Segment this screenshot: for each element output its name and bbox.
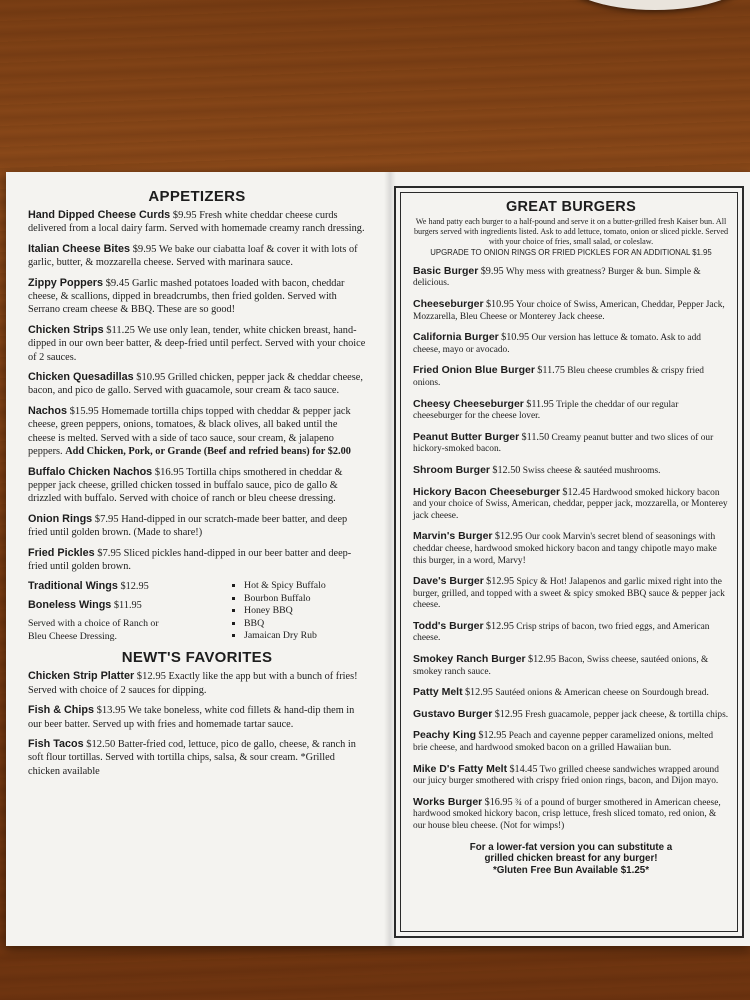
item-name: Chicken Strips (28, 323, 104, 336)
item-description: Exactly like the app but with a bunch of fries! Served with choice of 2 sauces for dipping. (28, 671, 358, 696)
item-name: Fried Onion Blue Burger (413, 364, 535, 377)
item-description: Peach and cayenne pepper caramelized onions, melted brie cheese, and hardwood smoked bacon on a grilled Hawaiian bun. (413, 731, 714, 754)
burgers-page (400, 192, 738, 932)
item-price: $12.50 (86, 738, 116, 750)
item-name: Chicken Strip Platter (28, 670, 135, 683)
item-price: $12.50 (492, 464, 521, 476)
item-price: $11.75 (537, 365, 565, 377)
boneless-wings-price: $11.95 (113, 600, 142, 612)
item-price: $12.95 (136, 671, 166, 683)
item-description: Crisp strips of bacon, two fried eggs, and American cheese. (413, 621, 710, 644)
item-price: $10.95 (485, 299, 514, 310)
item-description: Two grilled cheese sandwiches wrapped around our juicy burger smothered with crispy fried onion rings, bacon, and Dijon mayo. (413, 764, 719, 787)
item-price: $9.95 (172, 210, 197, 221)
wing-sauce-list (228, 580, 326, 643)
item-description: Bleu cheese crumbles & crispy fried onions. (413, 366, 704, 388)
burger-item (413, 299, 729, 323)
appetizer-item (28, 466, 366, 506)
plate-edge (560, 0, 750, 10)
burger-item (413, 465, 729, 478)
appetizer-item (28, 243, 366, 270)
item-description: Homemade tortilla chips topped with cheddar & pepper jack cheese, green peppers, onions, tomatoes, & black olives, all baked until the cheese is melted. Served with a side of taco sauce, sour cream, & jalapeno peppers. (28, 405, 351, 458)
burger-item (413, 709, 729, 722)
footer-line-3: *Gluten Free Bun Available $1.25* (492, 865, 650, 877)
favorite-item (28, 738, 366, 778)
favorites-title: NEWT'S FAVORITES (121, 649, 273, 667)
boneless-wings (28, 599, 228, 612)
burgers-footer (413, 842, 729, 877)
appetizer-item (28, 209, 366, 236)
item-price: $12.95 (486, 576, 515, 588)
item-description: Hardwood smoked hickory bacon and your choice of Swiss, American, cheddar, pepper jack, mozzarella, or Monterey jack cheese. (413, 487, 728, 521)
item-name: Dave's Burger (413, 575, 484, 588)
traditional-wings-price: $12.95 (120, 581, 149, 593)
item-description: Your choice of Swiss, American, Cheddar, Pepper Jack, Mozzarella, Bleu Cheese or Monterey Jack cheese. (413, 300, 725, 322)
appetizers-list (28, 209, 366, 573)
item-name: Onion Rings (28, 512, 93, 525)
appetizers-title: APPETIZERS (148, 188, 246, 205)
burger-item (413, 621, 729, 645)
burger-item (413, 797, 729, 833)
boneless-wings-name: Boneless Wings (28, 599, 112, 612)
item-price: $10.95 (136, 372, 166, 384)
item-addon: Add Chicken, Pork, or Grande (Beef and refried beans) for $2.00 (65, 446, 351, 458)
item-name: Mike D's Fatty Melt (413, 762, 508, 775)
item-description: We take boneless, white cod fillets & hand-dip them in our beer batter. Served up with fries and homemade tartar sauce. (28, 705, 355, 730)
item-description: Our version has lettuce & tomato. Ask to add cheese, mayo or avocado. (413, 333, 701, 355)
item-description: Creamy peanut butter and two slices of our hickory-smoked bacon. (413, 432, 714, 455)
item-description: Garlic mashed potatoes loaded with bacon, cheddar cheese, & scallions, dipped in breadcrumbs, then fried golden. Served with Serrano cream cheese & BBQ. These are so good! (28, 277, 345, 316)
menu-sheet (6, 172, 750, 946)
item-name: Fried Pickles (28, 546, 95, 559)
burger-item (413, 531, 729, 567)
favorite-item (28, 704, 366, 731)
burger-item (413, 365, 729, 389)
burgers-list (413, 266, 729, 833)
burgers-title: GREAT BURGERS (505, 199, 637, 215)
item-price: $12.95 (464, 687, 493, 699)
burger-item (413, 399, 729, 423)
item-price: $15.95 (69, 405, 99, 417)
item-price: $12.95 (485, 620, 514, 632)
item-price: $11.50 (521, 431, 550, 443)
item-description: Fresh white cheddar cheese curds delivered from a local dairy farm. Served with homemade creamy ranch dressing. (28, 210, 365, 235)
burger-item (413, 487, 729, 523)
item-description: Fresh guacamole, pepper jack cheese, & tortilla chips. (525, 709, 729, 720)
item-description: Spicy & Hot! Jalapenos and garlic mixed right into the burger, grilled, and topped with a sweet & spicy smoked BBQ sauce & pepper jack cheese. (413, 577, 725, 611)
item-price: $14.45 (509, 763, 538, 775)
item-name: Gustavo Burger (413, 707, 493, 720)
item-price: $10.95 (501, 332, 530, 344)
item-description: Batter-fried cod, lettuce, pico de gallo, cheese, & ranch in soft flour tortillas. Served with tortilla chips, salsa, & sour cream. *Grilled chicken available (28, 738, 356, 777)
wing-sauces (228, 580, 326, 643)
item-price: $12.95 (494, 708, 523, 720)
burgers-upgrade: UPGRADE TO ONION RINGS OR FRIED PICKLES FOR AN ADDITIONAL $1.95 (430, 247, 712, 257)
item-name: Smokey Ranch Burger (413, 653, 526, 666)
item-name: Cheesy Cheeseburger (413, 397, 524, 410)
item-description: Why mess with greatness? Burger & bun. Simple & delicious. (413, 266, 701, 289)
appetizer-item (28, 277, 366, 317)
item-description: We use only lean, tender, white chicken breast, hand-dipped in our own beer batter, & deep-fried until perfect. Served with your choice of 2 sauces. (28, 324, 366, 363)
burger-item (413, 687, 729, 700)
item-description: ¾ of a pound of burger smothered in American cheese, hardwood smoked hickory bacon, crisp lettuce, fresh sliced tomato, red onion, & our house bleu cheese. (Not for wimps!) (413, 797, 721, 831)
traditional-wings (28, 580, 228, 593)
item-name: Chicken Quesadillas (28, 371, 134, 384)
item-price: $11.25 (106, 324, 135, 336)
item-price: $13.95 (96, 705, 126, 717)
wings-note: Served with a choice of Ranch or Bleu Cheese Dressing. (28, 618, 159, 642)
footer-line-2: grilled chicken breast for any burger! (484, 853, 658, 865)
item-name: Hickory Bacon Cheeseburger (413, 485, 561, 498)
item-price: $12.95 (478, 730, 507, 742)
item-name: Shroom Burger (413, 463, 491, 476)
burger-item (413, 432, 729, 456)
item-price: $9.95 (480, 265, 504, 277)
burger-item (413, 764, 729, 788)
item-price: $9.45 (105, 277, 130, 289)
burgers-frame (394, 186, 744, 938)
item-name: Hand Dipped Cheese Curds (28, 209, 171, 221)
favorites-list (28, 670, 366, 778)
item-description: Swiss cheese & sautéed mushrooms. (522, 465, 661, 476)
item-name: Cheeseburger (413, 298, 484, 310)
item-name: Zippy Poppers (28, 276, 103, 289)
appetizer-item (28, 324, 366, 364)
item-description: Sautéed onions & American cheese on Sourdough bread. (495, 688, 709, 699)
item-price: $12.95 (494, 531, 523, 543)
item-name: Buffalo Chicken Nachos (28, 465, 153, 478)
item-description: We bake our ciabatta loaf & cover it with lots of garlic, butter, & mozzarella cheese. Served with marinara sauce. (28, 243, 358, 269)
item-name: Works Burger (413, 795, 483, 808)
item-price: $16.95 (484, 796, 513, 808)
item-price: $12.95 (527, 654, 556, 666)
item-name: Marvin's Burger (413, 530, 493, 543)
wing-sauce: ▪ Bourbon Buffalo (244, 593, 326, 606)
item-name: Basic Burger (413, 264, 479, 277)
appetizer-item (28, 405, 366, 459)
burger-item (413, 332, 729, 356)
item-name: California Burger (413, 331, 499, 344)
item-name: Peanut Butter Burger (413, 430, 520, 443)
item-description: Sliced pickles hand-dipped in our beer batter and deep-fried until golden brown. (28, 547, 352, 572)
appetizer-item (28, 513, 366, 540)
item-description: Grilled chicken, pepper jack & cheddar cheese, bacon, and pico de gallo. Served with guacamole, sour cream & taco sauce. (28, 372, 363, 397)
item-price: $7.95 (97, 547, 122, 559)
wings-section (28, 580, 366, 643)
item-description: Tortilla chips smothered in cheddar & pepper jack cheese, grilled chicken tossed in buffalo sauce, pico de gallo & drizzled with buffalo. Served with choice of ranch or bleu cheese dressing. (28, 466, 343, 505)
burger-item (413, 654, 729, 678)
item-description: Triple the cheddar of our regular cheeseburger for the cheese lover. (413, 399, 679, 422)
item-name: Todd's Burger (413, 619, 484, 632)
favorite-item (28, 670, 366, 697)
item-price: $16.95 (154, 466, 184, 478)
appetizer-item (28, 547, 366, 574)
traditional-wings-name: Traditional Wings (28, 580, 118, 593)
item-price: $7.95 (94, 513, 119, 525)
item-name: Nachos (28, 404, 68, 417)
wing-sauce: ▪ Honey BBQ (244, 605, 326, 618)
item-name: Patty Melt (413, 686, 463, 699)
wing-sauce: ▪ BBQ (244, 618, 326, 631)
wings-prices (28, 580, 228, 643)
appetizer-item (28, 371, 366, 398)
left-page (6, 172, 386, 946)
item-name: Fish Tacos (28, 737, 84, 750)
item-name: Italian Cheese Bites (28, 242, 131, 255)
item-price: $12.45 (562, 486, 591, 498)
burgers-intro (413, 217, 729, 258)
item-description: Hand-dipped in our scratch-made beer batter, and deep fried until golden brown. (Made to share!) (28, 513, 348, 539)
item-description: Our cook Marvin's secret blend of seasonings with cheddar cheese, hardwood smoked hickory bacon and tangy chipotle mayo make this burger, in a word, Marvy! (413, 532, 717, 566)
burger-item (413, 730, 729, 754)
burger-item (413, 266, 729, 290)
item-price: $9.95 (132, 243, 157, 255)
item-description: Bacon, Swiss cheese, sautéed onions, & smokey ranch sauce. (413, 655, 709, 677)
wing-sauce: ▪ Hot & Spicy Buffalo (244, 580, 326, 593)
item-name: Peachy King (413, 729, 477, 742)
wing-sauce: ▪ Jamaican Dry Rub (244, 630, 326, 643)
footer-line-1: For a lower-fat version you can substitute a (469, 841, 673, 853)
burger-item (413, 576, 729, 612)
item-name: Fish & Chips (28, 704, 94, 717)
burgers-intro-text: We hand patty each burger to a half-pound and serve it on a butter-grilled fresh Kaiser bun. All burgers served with ingredients listed. Ask to add lettuce, tomato, onion or sliced pickle. Served with your choice of fries, small salad, or coleslaw. (413, 217, 729, 247)
item-price: $11.95 (526, 398, 554, 410)
